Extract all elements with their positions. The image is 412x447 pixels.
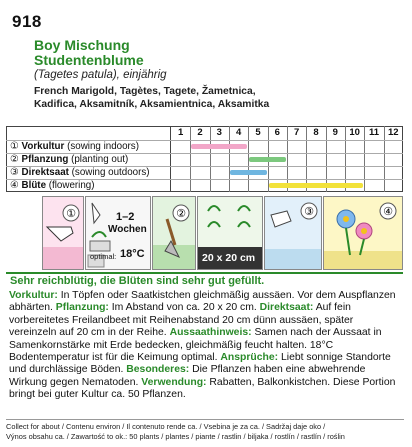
- catalog-number: 918: [12, 12, 42, 31]
- instruction-keyword: Ansprüche:: [220, 352, 279, 364]
- calendar-row-name: Direktsaat: [21, 167, 69, 178]
- instruction-keyword: Direktsaat:: [259, 302, 314, 314]
- instruction-text: Die Pflanzen haben eine abwehrende Wirkung gegen Nematoden.: [9, 364, 366, 388]
- footer-line2: Výnos obsahu ca. / Zawartość to ok.: 50 plants / plantes / piante / rastlin / biljaka / rostlín / rastlín / roślin: [6, 432, 345, 441]
- step-4-number: ④: [383, 205, 393, 218]
- calendar-row-label: [10, 154, 128, 166]
- step-sowing-panel: [42, 196, 84, 270]
- month-header: 2: [197, 127, 203, 138]
- latin-name: (Tagetes patula), einjährig: [34, 69, 167, 81]
- instruction-text: Rabatten, Balkonkistchen. Diese Portion bringt bei guter Kultur ca. 50 Pflanzen.: [9, 376, 396, 401]
- spacing-label: 20 x 20 cm: [202, 252, 256, 264]
- calendar-period-bar: [191, 144, 247, 149]
- month-header: 9: [332, 127, 338, 138]
- month-header: 3: [216, 127, 222, 138]
- month-divider: [190, 126, 191, 192]
- temperature-value: 18°C: [120, 248, 145, 260]
- step-spacing-panel: [197, 196, 263, 270]
- calendar-row-english: (sowing outdoors): [71, 167, 150, 178]
- step-direct-sowing-panel: [264, 196, 322, 270]
- hand-sowing-icon: [265, 197, 321, 269]
- month-header: 5: [255, 127, 261, 138]
- germination-weeks: 1–2: [116, 211, 135, 223]
- step-planting-panel: [152, 196, 196, 270]
- calendar-row-index: ②: [10, 154, 19, 165]
- footer-line1: Collect for about / Contenu environ / Il contenuto rende ca. / Vsebina je za ca. / Sadržaj daje oko /: [6, 422, 326, 431]
- step-germination-panel: [85, 196, 151, 270]
- lead-text: Sehr reichblütig, die Blüten sind sehr gut gefüllt.: [10, 275, 265, 287]
- instruction-keyword: Besonderes:: [126, 364, 190, 376]
- instruction-text: Auf fein vorbereitetes Freilandbeet mit Reihenabstand 20 cm dünn aussäen, später vereinzeln auf 20 cm in der Reihe.: [9, 302, 354, 339]
- flower-icon: [324, 197, 402, 269]
- month-header: 11: [368, 127, 379, 138]
- germination-weeks-label: Wochen: [108, 224, 147, 235]
- month-header: 10: [349, 127, 360, 138]
- product-subtitle: Studentenblume: [34, 52, 144, 68]
- common-names-line2: Kadifica, Aksamitník, Aksamientnica, Aksamitka: [34, 99, 270, 110]
- sowing-icon: [43, 197, 83, 269]
- calendar-row-name: Vorkultur: [21, 141, 65, 152]
- calendar-row-index: ①: [10, 141, 19, 152]
- month-header: 1: [178, 127, 184, 138]
- month-header: 6: [274, 127, 280, 138]
- step-3-number: ③: [304, 205, 314, 218]
- month-divider: [229, 126, 230, 192]
- instruction-keyword: Pflanzung:: [55, 302, 109, 314]
- trowel-icon: [153, 197, 195, 269]
- step-flowering-panel: [323, 196, 403, 270]
- calendar-row-index: ④: [10, 180, 19, 191]
- instruction-keyword: Verwendung:: [141, 376, 207, 388]
- step-1-number: ①: [66, 207, 76, 220]
- calendar-period-bar: [269, 183, 364, 188]
- calendar-period-bar: [249, 157, 286, 162]
- calendar-row-label: [10, 141, 139, 153]
- calendar-row-english: (flowering): [48, 180, 95, 191]
- month-header: 7: [293, 127, 300, 138]
- temperature-label: optimal:: [90, 252, 117, 261]
- instruction-text: Im Abstand von ca. 20 x 20 cm.: [108, 302, 260, 314]
- calendar-row-label: [10, 180, 95, 192]
- instruction-text: In Töpfen oder Saatkistchen gleichmäßig aussäen. Vor dem Auspflanzen abhärten.: [9, 290, 396, 314]
- month-header: 12: [388, 127, 399, 138]
- calendar-row-english: (sowing indoors): [67, 141, 139, 152]
- month-header: 4: [236, 127, 242, 138]
- month-divider: [364, 126, 365, 192]
- month-divider: [384, 126, 385, 192]
- calendar-row-index: ③: [10, 167, 19, 178]
- month-divider: [210, 126, 211, 192]
- instruction-text: Samen nach der Aussaat in Samenkornstärke mit Erde bedecken, gleichmäßig feucht halten. 18°C Bodentemperatur ist für die Keimung optimal.: [9, 327, 382, 364]
- product-title: Boy Mischung: [34, 37, 130, 53]
- month-header: 8: [313, 127, 319, 138]
- instruction-keyword: Aussaathinweis:: [169, 327, 252, 339]
- common-names-line1: French Marigold, Tagètes, Tagete, Žametnica,: [34, 86, 256, 97]
- instruction-keyword: Vorkultur:: [9, 290, 58, 301]
- step-2-number: ②: [176, 207, 186, 220]
- yield-footer: [6, 419, 404, 442]
- calendar-row-label: [10, 167, 150, 179]
- calendar-row-english: (planting out): [71, 154, 129, 165]
- calendar-row-name: Pflanzung: [21, 154, 69, 165]
- calendar-row-name: Blüte: [21, 180, 47, 191]
- instructions-text: [9, 290, 401, 402]
- calendar-period-bar: [230, 170, 267, 175]
- instruction-text: Liebt sonnige Standorte und durchlässige Böden.: [9, 352, 391, 376]
